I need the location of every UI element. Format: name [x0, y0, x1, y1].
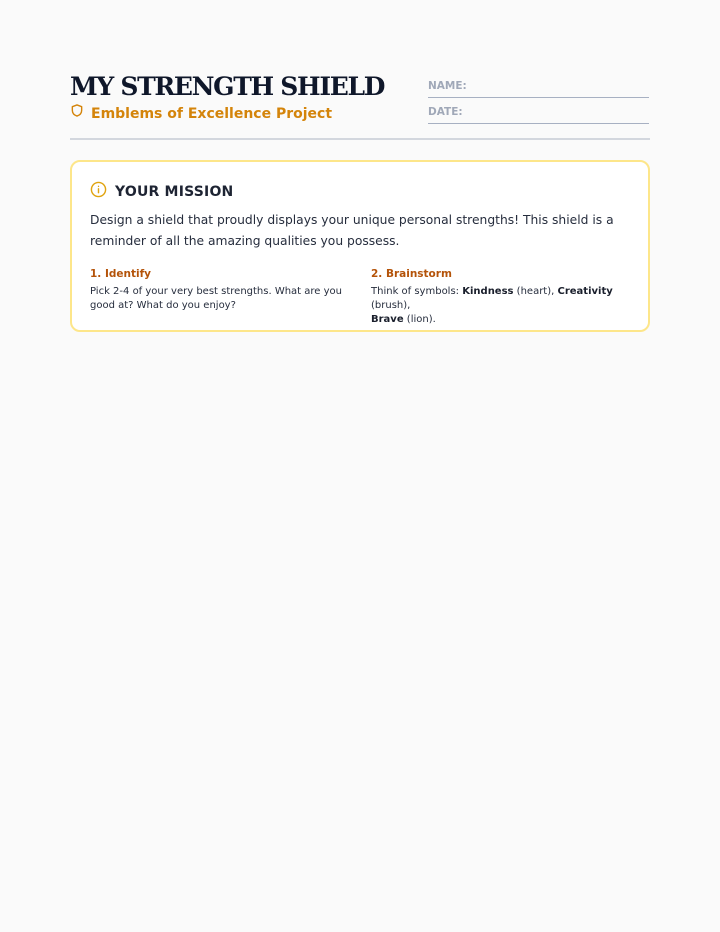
- date-field[interactable]: [428, 100, 649, 124]
- example-symbol: (brush),: [371, 300, 411, 311]
- step-body-intro: Think of symbols:: [371, 286, 463, 297]
- mission-heading-text: YOUR MISSION: [115, 183, 234, 200]
- name-label: NAME:: [428, 80, 467, 92]
- example-word: Kindness: [462, 286, 514, 297]
- info-circle-icon: [90, 181, 115, 202]
- shield-icon: [70, 103, 91, 124]
- page-title: MY STRENGTH SHIELD: [70, 72, 385, 101]
- step-identify: [90, 266, 352, 313]
- example-symbol: (lion).: [403, 314, 436, 325]
- mission-card: [70, 160, 650, 332]
- subtitle-text: Emblems of Excellence Project: [91, 105, 333, 122]
- mission-description: Design a shield that proudly displays your unique personal strengths! This shield is a reminder of all the amazing qualities you possess.: [90, 213, 614, 248]
- worksheet-header: [70, 72, 650, 140]
- project-subtitle: [70, 103, 332, 124]
- example-symbol: (heart),: [513, 286, 558, 297]
- step-title: 2. Brainstorm: [371, 268, 452, 280]
- step-body: [371, 285, 633, 327]
- step-title: 1. Identify: [90, 268, 152, 280]
- step-brainstorm: [371, 266, 633, 327]
- mission-heading: [90, 181, 233, 202]
- date-label: DATE:: [428, 106, 463, 118]
- example-word: Creativity: [557, 286, 613, 297]
- name-field[interactable]: [428, 74, 649, 98]
- step-body: Pick 2-4 of your very best strengths. What are you good at? What do you enjoy?: [90, 286, 343, 311]
- example-word: Brave: [371, 314, 404, 325]
